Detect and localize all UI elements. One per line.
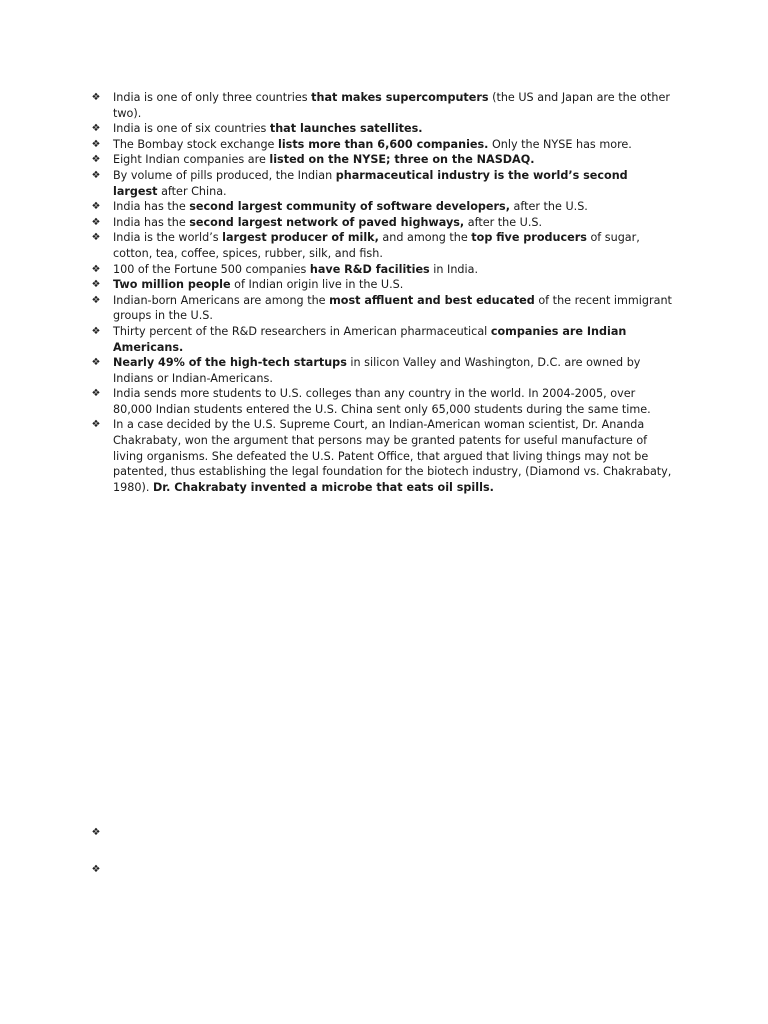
bold-text: largest producer of milk, — [222, 231, 379, 245]
bold-text: Dr. Chakrabaty invented a microbe that eats oil spills. — [152, 480, 494, 494]
body-text: of the recent immigrant groups in the U.S. — [113, 293, 672, 323]
list-item — [90, 386, 675, 417]
list-item — [90, 277, 675, 293]
list-item — [90, 417, 675, 495]
bold-text: Nearly 49% of the high-tech startups — [113, 356, 347, 370]
list-item — [90, 199, 675, 215]
bold-text: listed on the NYSE; three on the NASDAQ. — [269, 153, 535, 167]
diamond-bullet-icon: ❖ — [91, 325, 101, 337]
body-text: India sends more students to U.S. colleges than any country in the world. In 2004-2005, over 80,000 Indian students entered the U.S. China sent only 65,000 students during the same time. — [113, 387, 651, 416]
diamond-bullet-icon: ❖ — [91, 154, 101, 166]
list-item — [90, 90, 675, 121]
list-item — [90, 215, 675, 231]
diamond-bullet-icon: ❖ — [91, 232, 101, 244]
bold-text: pharmaceutical industry is the world’s second largest — [113, 168, 628, 198]
body-text: after the U.S. — [509, 200, 588, 214]
diamond-bullet-icon: ❖ — [91, 357, 101, 369]
empty-bullet-icon: ❖ — [91, 864, 101, 875]
list-item — [90, 293, 675, 324]
bold-text: companies are Indian Americans. — [113, 324, 627, 354]
body-text: in India. — [429, 262, 479, 276]
body-text: India is one of only three countries — [113, 91, 312, 104]
diamond-bullet-icon: ❖ — [91, 263, 101, 275]
body-text: India has the — [113, 215, 190, 229]
list-item — [90, 152, 675, 168]
list-item — [90, 324, 675, 355]
bold-text: top five producers — [471, 231, 587, 245]
diamond-bullet-icon: ❖ — [91, 279, 101, 291]
body-text: Only the NYSE has more. — [488, 137, 632, 151]
list-item — [90, 137, 675, 153]
bold-text: second largest network of paved highways, — [189, 215, 465, 229]
facts-bullet-list — [90, 90, 675, 495]
diamond-bullet-icon: ❖ — [91, 201, 101, 213]
diamond-bullet-icon: ❖ — [91, 388, 101, 400]
body-text: 100 of the Fortune 500 companies — [113, 262, 310, 276]
body-text: after the U.S. — [464, 215, 543, 229]
diamond-bullet-icon: ❖ — [91, 123, 101, 135]
body-text: In a case decided by the U.S. Supreme Court, an Indian-American woman scientist, Dr. Ananda Chakrabaty, won the argument that persons may be granted patents for useful manufacture of living organisms. She defeated the U.S. Patent Office, that argued that living things may not be patented, thus establishing the legal foundation for the biotech industry, (Diamond vs. Chakrabaty, 1980). — [113, 418, 672, 494]
diamond-bullet-icon: ❖ — [91, 216, 101, 228]
body-text: of sugar, cotton, tea, coffee, spices, rubber, silk, and fish. — [113, 231, 640, 260]
bold-text: that launches satellites. — [269, 122, 423, 136]
body-text: Eight Indian companies are — [113, 153, 270, 167]
body-text: after China. — [157, 184, 227, 198]
body-text: The Bombay stock exchange — [113, 137, 278, 151]
body-text: India is one of six countries — [113, 122, 270, 136]
body-text: Indian-born Americans are among the — [113, 293, 330, 307]
diamond-bullet-icon: ❖ — [91, 138, 101, 150]
list-item — [90, 230, 675, 261]
diamond-bullet-icon: ❖ — [91, 92, 101, 103]
body-text: in silicon Valley and Washington, D.C. are owned by Indians or Indian-Americans. — [113, 356, 641, 385]
list-item — [90, 262, 675, 278]
list-item — [90, 168, 675, 199]
body-text: India is the world’s — [113, 231, 223, 245]
body-text: and among the — [378, 231, 472, 245]
bold-text: have R&D facilities — [309, 262, 430, 276]
bold-text: Two million people — [113, 278, 231, 292]
body-text: Thirty percent of the R&D researchers in American pharmaceutical — [113, 324, 491, 338]
diamond-bullet-icon: ❖ — [91, 169, 101, 181]
diamond-bullet-icon: ❖ — [91, 419, 101, 431]
body-text: By volume of pills produced, the Indian — [113, 168, 336, 182]
list-item — [90, 355, 675, 386]
bold-text: second largest community of software developers, — [189, 200, 510, 214]
body-text: India has the — [113, 200, 190, 214]
bold-text: most affluent and best educated — [329, 293, 535, 307]
diamond-bullet-icon: ❖ — [91, 294, 101, 306]
bold-text: that makes supercomputers — [311, 91, 489, 104]
body-text: of Indian origin live in the U.S. — [230, 278, 404, 292]
empty-bullet-icon: ❖ — [91, 827, 101, 838]
body-text: (the US and Japan are the other two). — [113, 91, 670, 120]
bold-text: lists more than 6,600 companies. — [278, 137, 489, 151]
list-item — [90, 121, 675, 137]
